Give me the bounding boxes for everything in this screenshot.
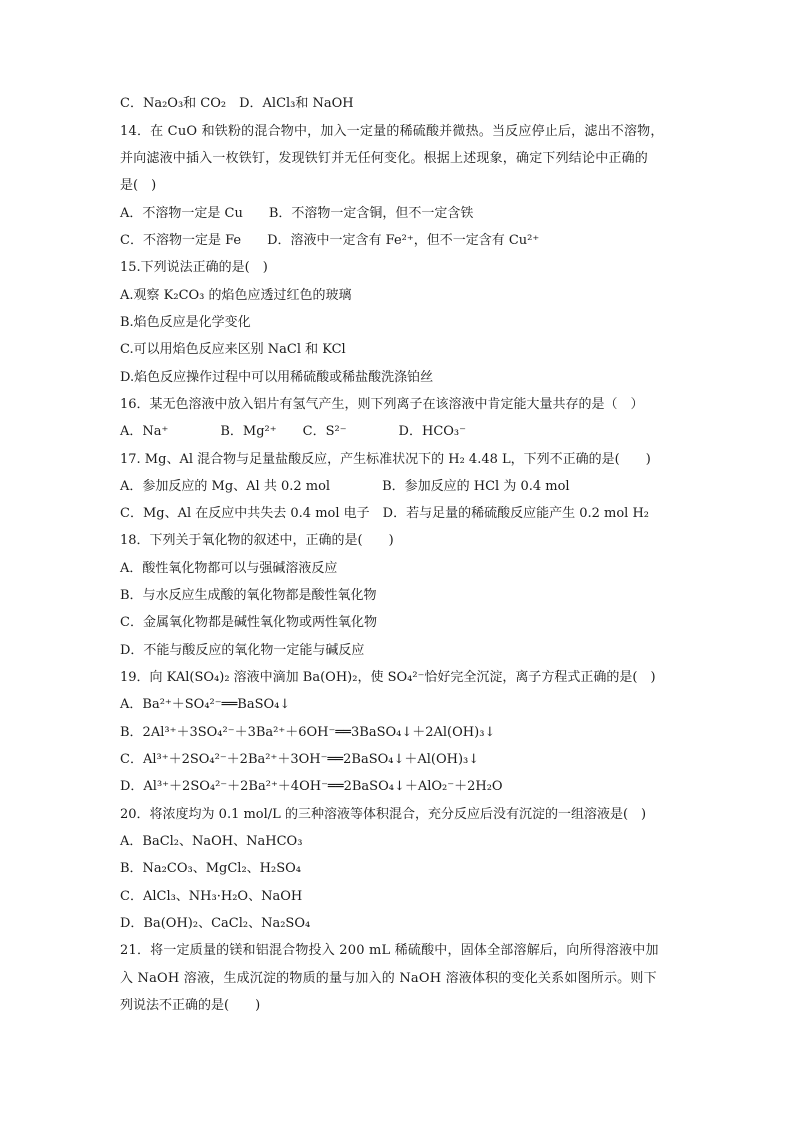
option-line: A．Na⁺ B．Mg²⁺ C．S²⁻ D．HCO₃⁻ [120,424,466,439]
option-line: A．酸性氧化物都可以与强碱溶液反应 [120,561,338,576]
question-14-text: 是( ) [120,178,157,193]
option-line: C．金属氧化物都是碱性氧化物或两性氧化物 [120,615,377,630]
option-line: B．与水反应生成酸的氧化物都是酸性氧化物 [120,588,377,603]
question-18-text: 18．下列关于氧化物的叙述中，正确的是( ) [120,533,394,548]
question-16-text: 16．某无色溶液中放入铝片有氢气产生，则下列离子在该溶液中肯定能大量共存的是（ ） [120,397,644,412]
option-line: C.可以用焰色反应来区别 NaCl 和 KCl [120,342,346,357]
question-21-text: 列说法不正确的是( ) [120,998,261,1013]
option-line: C．不溶物一定是 Fe D．溶液中一定含有 Fe²⁺，但不一定含有 Cu²⁺ [120,233,540,248]
question-20-text: 20．将浓度均为 0.1 mol/L 的三种溶液等体积混合，充分反应后没有沉淀的一组溶液是( ) [120,807,647,822]
option-line: D．Al³⁺＋2SO₄²⁻＋2Ba²⁺＋4OH⁻══2BaSO₄↓＋AlO₂⁻＋2H₂O [120,779,503,794]
option-line: C．Na₂O₃和 CO₂ D．AlCl₃和 NaOH [120,96,354,111]
option-line: A.观察 K₂CO₃ 的焰色应透过红色的玻璃 [120,288,352,303]
option-line: D．Ba(OH)₂、CaCl₂、Na₂SO₄ [120,916,311,931]
option-line: B．2Al³⁺＋3SO₄²⁻＋3Ba²⁺＋6OH⁻══3BaSO₄↓＋2Al(OH)₃↓ [120,725,496,740]
question-21-text: 21．将一定质量的镁和铝混合物投入 200 mL 稀硫酸中，固体全部溶解后，向所得溶液中加 [120,943,659,958]
option-line: C．AlCl₃、NH₃·H₂O、NaOH [120,889,303,904]
option-line: A．BaCl₂、NaOH、NaHCO₃ [120,834,303,849]
option-line: A．参加反应的 Mg、Al 共 0.2 mol B．参加反应的 HCl 为 0.4 mol [120,479,570,494]
option-line: B.焰色反应是化学变化 [120,315,251,330]
question-14-text: 并向滤液中插入一枚铁钉，发现铁钉并无任何变化。根据上述现象，确定下列结论中正确的 [120,151,649,166]
option-line: D.焰色反应操作过程中可以用稀硫酸或稀盐酸洗涤铂丝 [120,370,434,385]
option-line: B．Na₂CO₃、MgCl₂、H₂SO₄ [120,861,301,876]
option-line: A．Ba²⁺＋SO₄²⁻══BaSO₄↓ [120,697,291,712]
option-line: A．不溶物一定是 Cu B．不溶物一定含铜，但不一定含铁 [120,206,474,221]
question-19-text: 19．向 KAl(SO₄)₂ 溶液中滴加 Ba(OH)₂，使 SO₄²⁻恰好完全沉淀，离子方程式正确的是( ) [120,670,656,685]
option-line: C．Al³⁺＋2SO₄²⁻＋2Ba²⁺＋3OH⁻══2BaSO₄↓＋Al(OH)₃↓ [120,752,480,767]
question-14-text: 14．在 CuO 和铁粉的混合物中，加入一定量的稀硫酸并微热。当反应停止后，滤出不溶物， [120,124,664,139]
option-line: C．Mg、Al 在反应中共失去 0.4 mol 电子 D．若与足量的稀硫酸反应能产生 0.2 mol H₂ [120,506,649,521]
question-21-text: 入 NaOH 溶液，生成沉淀的物质的量与加入的 NaOH 溶液体积的变化关系如图所示。则下 [120,971,657,986]
option-line: D．不能与酸反应的氧化物一定能与碱反应 [120,643,365,658]
question-15-text: 15.下列说法正确的是( ) [120,260,268,275]
question-17-text: 17. Mg、Al 混合物与足量盐酸反应，产生标准状况下的 H₂ 4.48 L，下列不正确的是( ) [120,452,651,467]
